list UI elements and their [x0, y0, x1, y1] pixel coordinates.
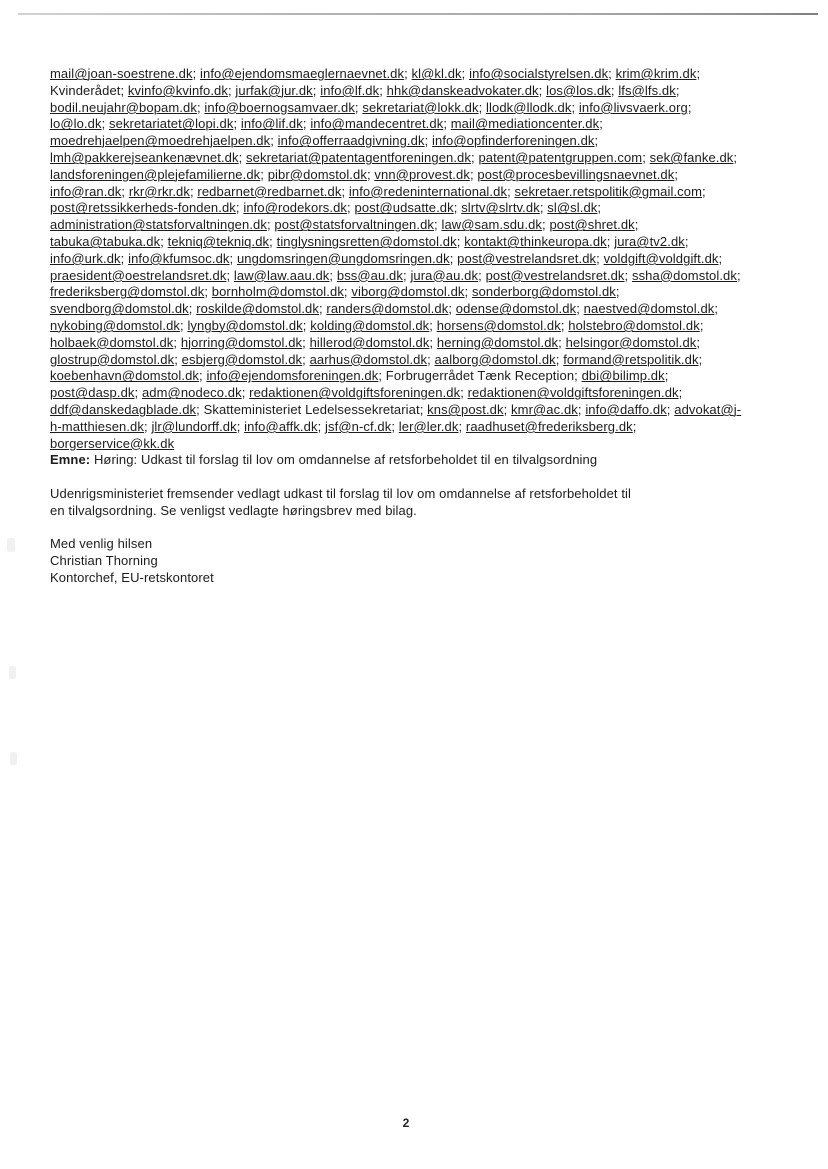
recipient-line: [50, 83, 790, 100]
recipient-email: info@redeninternational.dk: [348, 183, 508, 199]
recipient-email: sek@fanke.dk: [649, 149, 734, 165]
separator: ;: [378, 368, 386, 384]
separator: ;: [698, 351, 703, 367]
recipient-email: herning@domstol.dk: [436, 334, 559, 350]
recipient-email: sonderborg@domstol.dk: [471, 284, 616, 300]
separator: ;: [610, 82, 619, 98]
separator: ;: [555, 351, 564, 367]
separator: ;: [642, 149, 650, 165]
separator: ;: [318, 301, 327, 317]
separator: ;: [471, 149, 479, 165]
recipient-list: [50, 66, 790, 452]
separator: ;: [302, 317, 311, 333]
separator: ;: [196, 99, 205, 115]
recipient-email: sekretaer.retspolitik@gmail.com: [514, 183, 703, 199]
recipient-email: mail@mediationcenter.dk: [450, 116, 600, 132]
recipient-email: info@ran.dk: [50, 183, 122, 199]
separator: ;: [456, 233, 465, 249]
recipient-email: info@ejendomsmaeglernaevnet.dk: [200, 66, 405, 81]
separator: ;: [366, 166, 375, 182]
separator: ;: [696, 66, 701, 81]
recipient-email: rkr@rkr.dk: [128, 183, 190, 199]
recipient-line: [50, 200, 790, 217]
recipient-line: [50, 284, 790, 301]
recipient-line: [50, 251, 790, 268]
recipient-line: [50, 352, 790, 369]
scan-artifact: [10, 752, 17, 765]
recipient-email: law@sam.sdu.dk: [441, 217, 543, 233]
separator: ;: [227, 82, 236, 98]
recipient-email: post@retssikkerheds-fonden.dk: [50, 200, 236, 216]
separator: ;: [134, 385, 142, 401]
recipient-email: moedrehjaelpen@moedrehjaelpen.dk: [50, 133, 271, 149]
separator: ;: [180, 317, 188, 333]
recipient-email: borgerservice@kk.dk: [50, 435, 175, 451]
recipient-line: [50, 150, 790, 167]
separator: ;: [507, 183, 515, 199]
separator: ;: [429, 317, 437, 333]
recipient-email: bornholm@domstol.dk: [211, 284, 344, 300]
separator: ;: [329, 267, 337, 283]
recipient-email: sl@sl.dk: [547, 200, 598, 216]
recipient-email: praesident@oestrelandsret.dk: [50, 267, 227, 283]
recipient-email: esbjerg@domstol.dk: [181, 351, 303, 367]
recipient-email: sekretariat@lokk.dk: [362, 99, 479, 115]
recipient-email: holbaek@domstol.dk: [50, 334, 174, 350]
recipient-email: raadhuset@frederiksberg.dk: [465, 418, 633, 434]
separator: ;: [226, 267, 234, 283]
recipient-email: info@mandecentret.dk: [310, 116, 444, 132]
separator: ;: [678, 385, 683, 401]
separator: ;: [558, 334, 566, 350]
recipient-email: nykobing@domstol.dk: [50, 317, 180, 333]
recipient-email: koebenhavn@domstol.dk: [50, 368, 199, 384]
recipient-line: [50, 436, 790, 453]
signature-name: Christian Thorning: [50, 553, 158, 569]
recipient-email: bodil.neujahr@bopam.dk: [50, 99, 197, 115]
separator: ;: [236, 418, 245, 434]
recipient-email: info@rodekors.dk: [243, 200, 348, 216]
recipient-email: info@livsvaerk.org: [578, 99, 688, 115]
recipient-email: llodk@llodk.dk: [486, 99, 572, 115]
subject-label: Emne:: [50, 452, 91, 468]
recipient-email: helsingor@domstol.dk: [565, 334, 697, 350]
separator: ;: [576, 301, 584, 317]
recipient-email: frederiksberg@domstol.dk: [50, 284, 205, 300]
separator: ;: [577, 401, 586, 417]
recipient-email: tabuka@tabuka.dk: [50, 233, 161, 249]
recipient-email: lmh@pakkerejseankenævnet.dk: [50, 149, 239, 165]
recipient-email: post@vestrelandsret.dk: [457, 250, 597, 266]
separator: ;: [606, 233, 615, 249]
recipient-email: kmr@ac.dk: [511, 401, 578, 417]
recipient-email: hillerod@domstol.dk: [309, 334, 430, 350]
recipient-email: lo@lo.dk: [50, 116, 102, 132]
recipient-email: landsforeningen@plejefamilierne.dk: [50, 166, 261, 182]
separator: ;: [571, 99, 579, 115]
recipient-email: info@ejendomsforeningen.dk: [206, 368, 379, 384]
recipient-email: adm@nodeco.dk: [141, 385, 242, 401]
separator: ;: [229, 250, 237, 266]
recipient-email: info@kfumsoc.dk: [128, 250, 230, 266]
separator: ;: [173, 334, 181, 350]
recipient-email: viborg@domstol.dk: [351, 284, 465, 300]
subject-text: Høring: Udkast til forslag til lov om omdannelse af retsforbeholdet til en tilvalgsordning: [90, 452, 598, 468]
recipient-email: slrtv@slrtv.dk: [461, 200, 540, 216]
separator: ;: [241, 385, 250, 401]
separator: ;: [238, 149, 247, 165]
separator: ;: [429, 334, 437, 350]
separator: ;: [718, 250, 723, 266]
separator: ;: [503, 401, 512, 417]
body-line-1: Udenrigsministeriet fremsender vedlagt udkast til forslag til lov om omdannelse af retsforbeholdet til: [50, 485, 632, 501]
separator: ;: [560, 317, 569, 333]
separator: ;: [737, 267, 741, 283]
separator: ;: [199, 368, 207, 384]
separator: ;: [174, 351, 182, 367]
recipient-email: ungdomsringen@ungdomsringen.dk: [236, 250, 450, 266]
recipient-email: info@opfinderforeningen.dk: [432, 133, 595, 149]
recipient-email: sekretariat@patentagentforeningen.dk: [246, 149, 471, 165]
separator: ;: [120, 250, 129, 266]
separator: ;: [596, 250, 604, 266]
separator: ;: [144, 418, 152, 434]
recipient-email: info@lif.dk: [240, 116, 303, 132]
separator: ;: [192, 66, 201, 81]
separator: ;: [664, 368, 669, 384]
separator: ;: [312, 82, 321, 98]
separator: ;: [347, 200, 355, 216]
recipient-email: naestved@domstol.dk: [583, 301, 715, 317]
separator: ;: [449, 250, 458, 266]
recipient-email: info@socialstyrelsen.dk: [469, 66, 609, 81]
separator: ;: [270, 133, 278, 149]
separator: ;: [469, 166, 478, 182]
recipient-line: [50, 385, 790, 402]
separator: ;: [624, 267, 632, 283]
recipient-email: hjorring@domstol.dk: [180, 334, 303, 350]
scan-artifact: [9, 666, 16, 679]
recipient-email: odense@domstol.dk: [455, 301, 577, 317]
separator: ;: [404, 66, 412, 81]
recipient-email: bss@au.dk: [336, 267, 403, 283]
recipient-email: post@shret.dk: [549, 217, 635, 233]
recipient-email: mail@joan-soestrene.dk: [50, 66, 193, 81]
separator: ;: [597, 200, 602, 216]
separator: ;: [714, 301, 719, 317]
recipient-line: [50, 318, 790, 335]
recipient-email: post@udsatte.dk: [354, 200, 454, 216]
scan-artifact: [7, 538, 15, 552]
recipient-email: lyngby@domstol.dk: [187, 317, 303, 333]
signature-greeting: Med venlig hilsen: [50, 536, 153, 552]
separator: ;: [419, 401, 428, 417]
separator: ;: [666, 401, 675, 417]
recipient-email: patent@patentgruppen.com: [478, 149, 643, 165]
recipient-email: hhk@danskeadvokater.dk: [386, 82, 539, 98]
separator: ;: [269, 233, 277, 249]
recipient-email: info@affk.dk: [244, 418, 318, 434]
recipient-email: krim@krim.dk: [615, 66, 697, 81]
recipient-line: [50, 167, 790, 184]
separator: ;: [478, 267, 486, 283]
separator: ;: [684, 233, 689, 249]
recipient-line: [50, 66, 790, 83]
recipient-email: redbarnet@redbarnet.dk: [197, 183, 342, 199]
recipient-email: advokat@j-: [674, 401, 742, 417]
separator: ;: [464, 284, 472, 300]
email-printout: [50, 66, 790, 587]
separator: ;: [699, 317, 704, 333]
separator: ;: [460, 385, 468, 401]
separator: ;: [204, 284, 212, 300]
separator: ;: [542, 217, 550, 233]
recipient-email: jsf@n-cf.dk: [325, 418, 392, 434]
separator: ;: [434, 217, 442, 233]
recipient-email: horsens@domstol.dk: [436, 317, 561, 333]
separator: ;: [687, 99, 692, 115]
recipient-email: formand@retspolitik.dk: [563, 351, 699, 367]
recipient-email: randers@domstol.dk: [326, 301, 449, 317]
recipient-line: [50, 116, 790, 133]
separator: ;: [121, 183, 129, 199]
recipient-email: kolding@domstol.dk: [310, 317, 430, 333]
recipient-email: los@los.dk: [546, 82, 611, 98]
separator: ;: [317, 418, 326, 434]
separator: ;: [478, 99, 487, 115]
scan-artifact-top-line: [18, 13, 818, 15]
recipient-line: [50, 335, 790, 352]
separator: ;: [391, 418, 399, 434]
recipient-line: [50, 301, 790, 318]
recipient-email: jlr@lundorff.dk: [151, 418, 237, 434]
recipient-email: jura@tv2.dk: [614, 233, 685, 249]
separator: ;: [188, 301, 197, 317]
recipient-email: voldgift@voldgift.dk: [603, 250, 719, 266]
recipient-email: dbi@bilimp.dk: [581, 368, 665, 384]
separator: ;: [354, 99, 363, 115]
separator: ;: [458, 418, 466, 434]
recipient-email: pibr@domstol.dk: [267, 166, 367, 182]
recipient-email: tekniq@tekniq.dk: [167, 233, 270, 249]
recipient-email: lfs@lfs.dk: [618, 82, 676, 98]
separator: ;: [343, 284, 352, 300]
separator: ;: [696, 334, 701, 350]
recipient-email: info@boernogsamvaer.dk: [204, 99, 355, 115]
recipient-email: aalborg@domstol.dk: [434, 351, 556, 367]
separator: ;: [235, 200, 244, 216]
separator: ;: [448, 301, 456, 317]
separator: ;: [196, 401, 204, 417]
body-line-2: en tilvalgsordning. Se venligst vedlagte høringsbrev med bilag.: [50, 502, 417, 518]
separator: ;: [461, 66, 470, 81]
separator: ;: [341, 183, 349, 199]
recipient-line: [50, 368, 790, 385]
separator: ;: [379, 82, 387, 98]
recipient-email: vnn@provest.dk: [374, 166, 470, 182]
recipient-email: roskilde@domstol.dk: [196, 301, 319, 317]
recipient-line: [50, 217, 790, 234]
recipient-line: [50, 419, 790, 436]
separator: ;: [702, 183, 706, 199]
recipient-email: post@procesbevillingsnaevnet.dk: [477, 166, 675, 182]
recipient-email: kns@post.dk: [427, 401, 504, 417]
separator: ;: [453, 200, 462, 216]
recipient-line: [50, 402, 790, 419]
separator: ;: [574, 368, 582, 384]
recipient-email: post@vestrelandsret.dk: [485, 267, 625, 283]
separator: ;: [302, 351, 310, 367]
separator: ;: [674, 166, 679, 182]
separator: ;: [101, 116, 110, 132]
spacer: [50, 520, 790, 537]
page-number: 2: [402, 1116, 410, 1130]
separator: ;: [266, 217, 275, 233]
separator: ;: [539, 200, 548, 216]
recipient-line: [50, 133, 790, 150]
recipient-email: svendborg@domstol.dk: [50, 301, 189, 317]
recipient-email: ddf@danskedagblade.dk: [50, 401, 197, 417]
recipient-email: h-matthiesen.dk: [50, 418, 144, 434]
recipient-email: sekretariatet@lopi.dk: [109, 116, 234, 132]
separator: ;: [302, 334, 310, 350]
separator: ;: [599, 116, 603, 132]
recipient-email: redaktionen@voldgiftsforeningen.dk: [467, 385, 679, 401]
recipient-email: law@law.aau.dk: [233, 267, 330, 283]
recipient-email: glostrup@domstol.dk: [50, 351, 175, 367]
recipient-email: holstebro@domstol.dk: [568, 317, 700, 333]
recipient-email: jura@au.dk: [410, 267, 479, 283]
separator: ;: [302, 116, 311, 132]
recipient-name: Forbrugerrådet Tænk Reception: [385, 368, 575, 384]
recipient-line: [50, 100, 790, 117]
separator: ;: [189, 183, 198, 199]
recipient-email: kontakt@thinkeuropa.dk: [464, 233, 607, 249]
separator: ;: [424, 133, 432, 149]
recipient-line: [50, 234, 790, 251]
separator: ;: [538, 82, 547, 98]
recipient-email: aarhus@domstol.dk: [309, 351, 428, 367]
separator: ;: [594, 133, 599, 149]
recipient-email: info@daffo.dk: [585, 401, 667, 417]
subject-line: [50, 452, 790, 469]
separator: ;: [403, 267, 411, 283]
recipient-email: info@offerraadgivning.dk: [277, 133, 425, 149]
separator: ;: [233, 116, 241, 132]
recipient-email: kvinfo@kvinfo.dk: [127, 82, 228, 98]
recipient-email: post@dasp.dk: [50, 385, 135, 401]
recipient-email: kl@kl.dk: [411, 66, 462, 81]
signature-title: Kontorchef, EU-retskontoret: [50, 569, 214, 585]
recipient-email: info@urk.dk: [50, 250, 121, 266]
separator: ;: [443, 116, 451, 132]
recipient-name: Skatteministeriet Ledelsessekretariat: [203, 401, 420, 417]
separator: ;: [632, 418, 637, 434]
separator: ;: [675, 82, 680, 98]
separator: ;: [608, 66, 616, 81]
recipient-email: jurfak@jur.dk: [235, 82, 313, 98]
recipient-email: info@lf.dk: [320, 82, 380, 98]
spacer: [50, 469, 790, 486]
recipient-email: ler@ler.dk: [398, 418, 459, 434]
separator: ;: [120, 82, 128, 98]
separator: ;: [615, 284, 620, 300]
recipient-email: tinglysningsretten@domstol.dk: [276, 233, 457, 249]
separator: ;: [427, 351, 435, 367]
recipient-name: Kvinderådet: [50, 82, 121, 98]
separator: ;: [634, 217, 639, 233]
recipient-email: ssha@domstol.dk: [631, 267, 737, 283]
recipient-line: [50, 268, 790, 285]
separator: ;: [260, 166, 268, 182]
recipient-email: administration@statsforvaltningen.dk: [50, 217, 267, 233]
recipient-line: [50, 184, 790, 201]
recipient-email: post@statsforvaltningen.dk: [274, 217, 435, 233]
separator: ;: [160, 233, 168, 249]
separator: ;: [733, 149, 738, 165]
recipient-email: redaktionen@voldgiftsforeningen.dk: [249, 385, 461, 401]
